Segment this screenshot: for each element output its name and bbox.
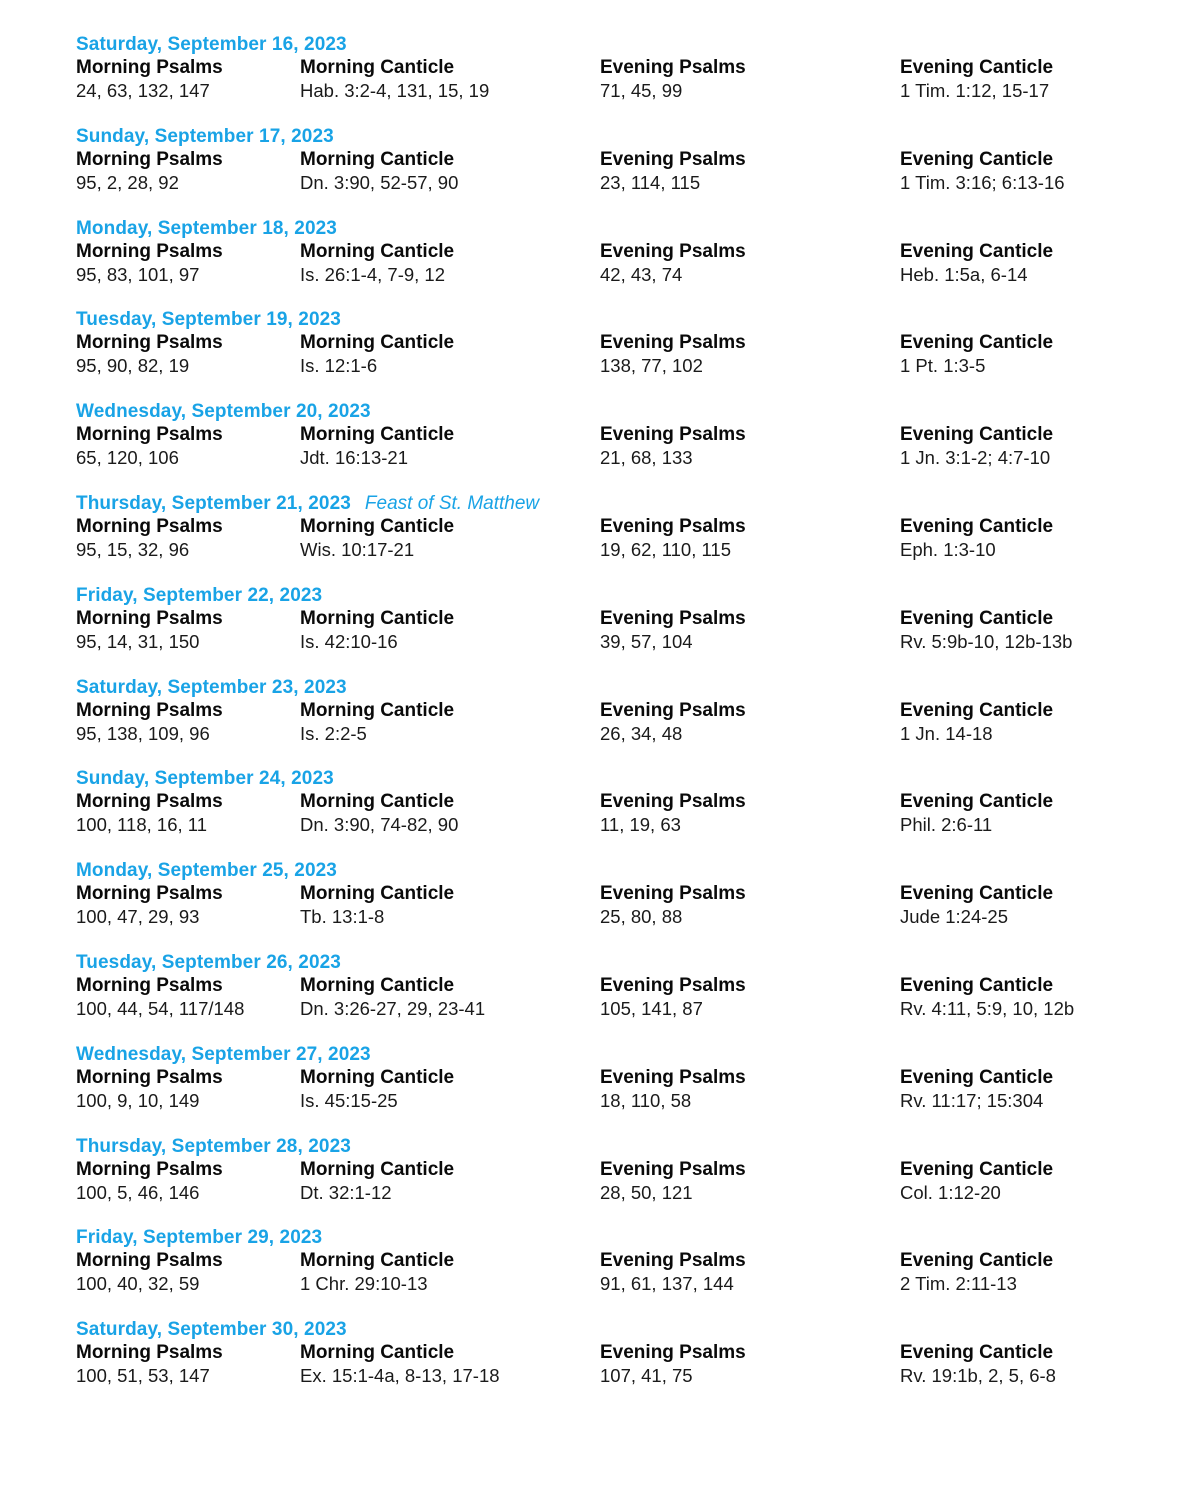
day-date: Thursday, September 21, 2023 bbox=[76, 492, 351, 514]
feast-label: Feast of St. Matthew bbox=[364, 492, 540, 514]
morning-psalms-value: 65, 120, 106 bbox=[76, 447, 179, 469]
morning-canticle-value: Tb. 13:1-8 bbox=[300, 906, 385, 928]
morning-canticle-header: Morning Canticle bbox=[300, 1066, 455, 1088]
morning-canticle-value: Ex. 15:1-4a, 8-13, 17-18 bbox=[300, 1365, 500, 1387]
morning-psalms-header: Morning Psalms bbox=[76, 148, 223, 170]
evening-canticle-header: Evening Canticle bbox=[900, 883, 1054, 905]
day-date: Saturday, September 23, 2023 bbox=[76, 676, 347, 698]
readings-row bbox=[76, 1089, 1176, 1112]
evening-psalms-header: Evening Psalms bbox=[600, 424, 746, 446]
date-line bbox=[76, 401, 1176, 423]
date-line bbox=[76, 1319, 1176, 1341]
evening-canticle-header: Evening Canticle bbox=[900, 607, 1054, 629]
evening-canticle-value: 1 Tim. 1:12, 15-17 bbox=[900, 80, 1050, 101]
morning-psalms-header: Morning Psalms bbox=[76, 699, 223, 721]
evening-psalms-header: Evening Psalms bbox=[600, 699, 746, 721]
readings-row bbox=[76, 813, 1176, 836]
evening-psalms-header: Evening Psalms bbox=[600, 240, 746, 262]
date-line bbox=[76, 34, 1176, 56]
evening-canticle-value: Rv. 19:1b, 2, 5, 6-8 bbox=[900, 1365, 1056, 1387]
morning-canticle-value: Is. 42:10-16 bbox=[300, 630, 398, 652]
evening-canticle-value: 1 Jn. 3:1-2; 4:7-10 bbox=[900, 447, 1051, 469]
day-date: Wednesday, September 27, 2023 bbox=[76, 1043, 371, 1065]
evening-psalms-header: Evening Psalms bbox=[600, 607, 746, 629]
date-line bbox=[76, 952, 1176, 974]
column-headers bbox=[76, 974, 1176, 997]
evening-psalms-header: Evening Psalms bbox=[600, 57, 746, 78]
evening-canticle-value: Col. 1:12-20 bbox=[900, 1181, 1001, 1203]
evening-psalms-header: Evening Psalms bbox=[600, 1342, 746, 1364]
evening-psalms-header: Evening Psalms bbox=[600, 332, 746, 354]
morning-psalms-value: 100, 5, 46, 146 bbox=[76, 1181, 200, 1203]
readings-row bbox=[76, 905, 1176, 928]
evening-psalms-header: Evening Psalms bbox=[600, 515, 746, 537]
readings-row bbox=[76, 263, 1176, 286]
day-entry bbox=[76, 1136, 1176, 1228]
evening-canticle-header: Evening Canticle bbox=[900, 1250, 1054, 1272]
evening-canticle-value: 1 Jn. 14-18 bbox=[900, 722, 993, 744]
evening-canticle-value: 1 Tim. 3:16; 6:13-16 bbox=[900, 171, 1065, 193]
column-headers bbox=[76, 1158, 1176, 1181]
readings-row bbox=[76, 171, 1176, 194]
day-date: Wednesday, September 20, 2023 bbox=[76, 401, 371, 423]
column-headers bbox=[76, 56, 1176, 79]
readings-row bbox=[76, 446, 1176, 469]
day-entry bbox=[76, 1044, 1176, 1136]
evening-canticle-header: Evening Canticle bbox=[900, 1066, 1054, 1088]
morning-psalms-header: Morning Psalms bbox=[76, 240, 223, 262]
evening-psalms-value: 71, 45, 99 bbox=[600, 80, 683, 101]
day-date: Friday, September 22, 2023 bbox=[76, 584, 323, 606]
morning-psalms-value: 100, 44, 54, 117/148 bbox=[76, 997, 245, 1019]
date-line bbox=[76, 860, 1176, 882]
day-entry bbox=[76, 493, 1176, 585]
evening-canticle-value: Phil. 2:6-11 bbox=[900, 814, 993, 836]
morning-canticle-value: Dn. 3:26-27, 29, 23-41 bbox=[300, 997, 486, 1019]
evening-canticle-header: Evening Canticle bbox=[900, 148, 1054, 170]
column-headers bbox=[76, 882, 1176, 905]
morning-psalms-value: 100, 118, 16, 11 bbox=[76, 814, 207, 836]
evening-canticle-header: Evening Canticle bbox=[900, 699, 1054, 721]
morning-psalms-value: 24, 63, 132, 147 bbox=[76, 80, 210, 101]
readings-row bbox=[76, 722, 1176, 745]
morning-psalms-header: Morning Psalms bbox=[76, 515, 223, 537]
readings-row bbox=[76, 1364, 1176, 1387]
day-entry bbox=[76, 952, 1176, 1044]
evening-canticle-header: Evening Canticle bbox=[900, 57, 1054, 78]
morning-psalms-value: 95, 15, 32, 96 bbox=[76, 538, 190, 560]
column-headers bbox=[76, 423, 1176, 446]
date-line bbox=[76, 1136, 1176, 1158]
day-entry bbox=[76, 585, 1176, 677]
morning-canticle-header: Morning Canticle bbox=[300, 1250, 455, 1272]
morning-canticle-header: Morning Canticle bbox=[300, 148, 455, 170]
day-date: Monday, September 18, 2023 bbox=[76, 217, 337, 239]
morning-canticle-value: Jdt. 16:13-21 bbox=[300, 447, 408, 469]
morning-psalms-header: Morning Psalms bbox=[76, 1066, 223, 1088]
column-headers bbox=[76, 1341, 1176, 1364]
morning-psalms-header: Morning Psalms bbox=[76, 974, 223, 996]
morning-canticle-header: Morning Canticle bbox=[300, 607, 455, 629]
evening-psalms-value: 25, 80, 88 bbox=[600, 906, 683, 928]
morning-canticle-header: Morning Canticle bbox=[300, 1158, 455, 1180]
column-headers bbox=[76, 515, 1176, 538]
evening-canticle-header: Evening Canticle bbox=[900, 974, 1054, 996]
evening-psalms-value: 11, 19, 63 bbox=[600, 814, 681, 836]
evening-psalms-header: Evening Psalms bbox=[600, 1066, 746, 1088]
evening-psalms-value: 91, 61, 137, 144 bbox=[600, 1273, 734, 1295]
evening-canticle-header: Evening Canticle bbox=[900, 240, 1054, 262]
day-entry bbox=[76, 34, 1176, 126]
morning-psalms-value: 95, 138, 109, 96 bbox=[76, 722, 210, 744]
readings-row bbox=[76, 354, 1176, 377]
morning-canticle-value: Is. 26:1-4, 7-9, 12 bbox=[300, 263, 446, 285]
morning-canticle-header: Morning Canticle bbox=[300, 240, 455, 262]
day-entry bbox=[76, 677, 1176, 769]
day-entry bbox=[76, 768, 1176, 860]
evening-psalms-header: Evening Psalms bbox=[600, 883, 746, 905]
evening-canticle-value: Rv. 5:9b-10, 12b-13b bbox=[900, 630, 1073, 652]
evening-canticle-header: Evening Canticle bbox=[900, 1342, 1054, 1364]
evening-psalms-value: 19, 62, 110, 115 bbox=[600, 538, 731, 560]
morning-psalms-header: Morning Psalms bbox=[76, 1250, 223, 1272]
morning-psalms-value: 95, 14, 31, 150 bbox=[76, 630, 200, 652]
morning-canticle-value: Hab. 3:2-4, 131, 15, 19 bbox=[300, 80, 490, 101]
evening-psalms-value: 105, 141, 87 bbox=[600, 997, 703, 1019]
day-entry bbox=[76, 860, 1176, 952]
date-line bbox=[76, 585, 1176, 607]
column-headers bbox=[76, 699, 1176, 722]
readings-row bbox=[76, 1181, 1176, 1204]
evening-canticle-value: Heb. 1:5a, 6-14 bbox=[900, 263, 1028, 285]
morning-canticle-header: Morning Canticle bbox=[300, 883, 455, 905]
evening-canticle-value: Rv. 4:11, 5:9, 10, 12b bbox=[900, 997, 1075, 1019]
morning-psalms-value: 100, 47, 29, 93 bbox=[76, 906, 200, 928]
evening-canticle-header: Evening Canticle bbox=[900, 1158, 1054, 1180]
date-line bbox=[76, 1044, 1176, 1066]
column-headers bbox=[76, 1249, 1176, 1272]
evening-psalms-value: 18, 110, 58 bbox=[600, 1089, 692, 1111]
evening-canticle-value: Rv. 11:17; 15:304 bbox=[900, 1089, 1044, 1111]
day-date: Thursday, September 28, 2023 bbox=[76, 1135, 351, 1157]
morning-canticle-header: Morning Canticle bbox=[300, 57, 455, 78]
morning-canticle-header: Morning Canticle bbox=[300, 699, 455, 721]
evening-psalms-value: 138, 77, 102 bbox=[600, 355, 703, 377]
evening-psalms-header: Evening Psalms bbox=[600, 148, 746, 170]
date-line bbox=[76, 493, 1176, 515]
morning-canticle-value: Is. 45:15-25 bbox=[300, 1089, 398, 1111]
evening-canticle-header: Evening Canticle bbox=[900, 515, 1054, 537]
day-entry bbox=[76, 309, 1176, 401]
day-date: Saturday, September 16, 2023 bbox=[76, 34, 347, 55]
morning-psalms-header: Morning Psalms bbox=[76, 424, 223, 446]
evening-psalms-value: 26, 34, 48 bbox=[600, 722, 683, 744]
morning-psalms-header: Morning Psalms bbox=[76, 1342, 223, 1364]
morning-canticle-value: Is. 12:1-6 bbox=[300, 355, 378, 377]
evening-canticle-value: Jude 1:24-25 bbox=[900, 906, 1009, 928]
morning-psalms-header: Morning Psalms bbox=[76, 332, 223, 354]
readings-row bbox=[76, 538, 1176, 561]
day-date: Sunday, September 24, 2023 bbox=[76, 768, 334, 790]
psalm-schedule bbox=[76, 34, 1176, 1411]
day-date: Tuesday, September 26, 2023 bbox=[76, 951, 341, 973]
morning-psalms-value: 100, 9, 10, 149 bbox=[76, 1089, 200, 1111]
readings-row bbox=[76, 79, 1176, 102]
column-headers bbox=[76, 331, 1176, 354]
evening-psalms-value: 39, 57, 104 bbox=[600, 630, 693, 652]
evening-psalms-header: Evening Psalms bbox=[600, 974, 746, 996]
evening-psalms-header: Evening Psalms bbox=[600, 791, 746, 813]
date-line bbox=[76, 677, 1176, 699]
date-line bbox=[76, 768, 1176, 790]
morning-psalms-value: 95, 90, 82, 19 bbox=[76, 355, 190, 377]
date-line bbox=[76, 309, 1176, 331]
evening-psalms-value: 107, 41, 75 bbox=[600, 1365, 693, 1387]
morning-canticle-header: Morning Canticle bbox=[300, 424, 455, 446]
evening-canticle-value: 1 Pt. 1:3-5 bbox=[900, 355, 986, 377]
evening-psalms-value: 23, 114, 115 bbox=[600, 171, 701, 193]
date-line bbox=[76, 1227, 1176, 1249]
readings-row bbox=[76, 1272, 1176, 1295]
day-entry bbox=[76, 218, 1176, 310]
evening-canticle-value: 2 Tim. 2:11-13 bbox=[900, 1273, 1017, 1295]
morning-canticle-header: Morning Canticle bbox=[300, 515, 455, 537]
morning-psalms-header: Morning Psalms bbox=[76, 1158, 223, 1180]
evening-psalms-header: Evening Psalms bbox=[600, 1250, 746, 1272]
day-date: Sunday, September 17, 2023 bbox=[76, 125, 334, 147]
morning-psalms-value: 95, 2, 28, 92 bbox=[76, 171, 179, 193]
day-entry bbox=[76, 126, 1176, 218]
readings-row bbox=[76, 630, 1176, 653]
morning-canticle-value: Wis. 10:17-21 bbox=[300, 538, 415, 560]
date-line bbox=[76, 126, 1176, 148]
day-entry bbox=[76, 401, 1176, 493]
day-date: Monday, September 25, 2023 bbox=[76, 860, 337, 882]
evening-canticle-value: Eph. 1:3-10 bbox=[900, 538, 996, 560]
column-headers bbox=[76, 607, 1176, 630]
morning-psalms-header: Morning Psalms bbox=[76, 607, 223, 629]
morning-psalms-header: Morning Psalms bbox=[76, 883, 223, 905]
morning-canticle-header: Morning Canticle bbox=[300, 1342, 455, 1364]
day-entry bbox=[76, 1227, 1176, 1319]
morning-canticle-value: Dt. 32:1-12 bbox=[300, 1181, 392, 1203]
morning-canticle-value: Dn. 3:90, 52-57, 90 bbox=[300, 171, 459, 193]
morning-canticle-value: 1 Chr. 29:10-13 bbox=[300, 1273, 428, 1295]
column-headers bbox=[76, 148, 1176, 171]
morning-canticle-header: Morning Canticle bbox=[300, 332, 455, 354]
morning-canticle-value: Is. 2:2-5 bbox=[300, 722, 367, 744]
evening-canticle-header: Evening Canticle bbox=[900, 424, 1054, 446]
column-headers bbox=[76, 1066, 1176, 1089]
morning-canticle-header: Morning Canticle bbox=[300, 974, 455, 996]
evening-psalms-header: Evening Psalms bbox=[600, 1158, 746, 1180]
date-line bbox=[76, 218, 1176, 240]
evening-psalms-value: 21, 68, 133 bbox=[600, 447, 693, 469]
morning-canticle-header: Morning Canticle bbox=[300, 791, 455, 813]
morning-psalms-value: 100, 40, 32, 59 bbox=[76, 1273, 200, 1295]
morning-canticle-value: Dn. 3:90, 74-82, 90 bbox=[300, 814, 459, 836]
morning-psalms-header: Morning Psalms bbox=[76, 791, 223, 813]
day-entry bbox=[76, 1319, 1176, 1411]
day-date: Saturday, September 30, 2023 bbox=[76, 1319, 347, 1341]
readings-row bbox=[76, 997, 1176, 1020]
day-date: Friday, September 29, 2023 bbox=[76, 1227, 323, 1249]
morning-psalms-value: 100, 51, 53, 147 bbox=[76, 1365, 210, 1387]
column-headers bbox=[76, 790, 1176, 813]
day-date: Tuesday, September 19, 2023 bbox=[76, 309, 341, 331]
morning-psalms-value: 95, 83, 101, 97 bbox=[76, 263, 200, 285]
evening-psalms-value: 42, 43, 74 bbox=[600, 263, 683, 285]
column-headers bbox=[76, 240, 1176, 263]
evening-psalms-value: 28, 50, 121 bbox=[600, 1181, 693, 1203]
morning-psalms-header: Morning Psalms bbox=[76, 57, 223, 78]
evening-canticle-header: Evening Canticle bbox=[900, 791, 1054, 813]
evening-canticle-header: Evening Canticle bbox=[900, 332, 1054, 354]
